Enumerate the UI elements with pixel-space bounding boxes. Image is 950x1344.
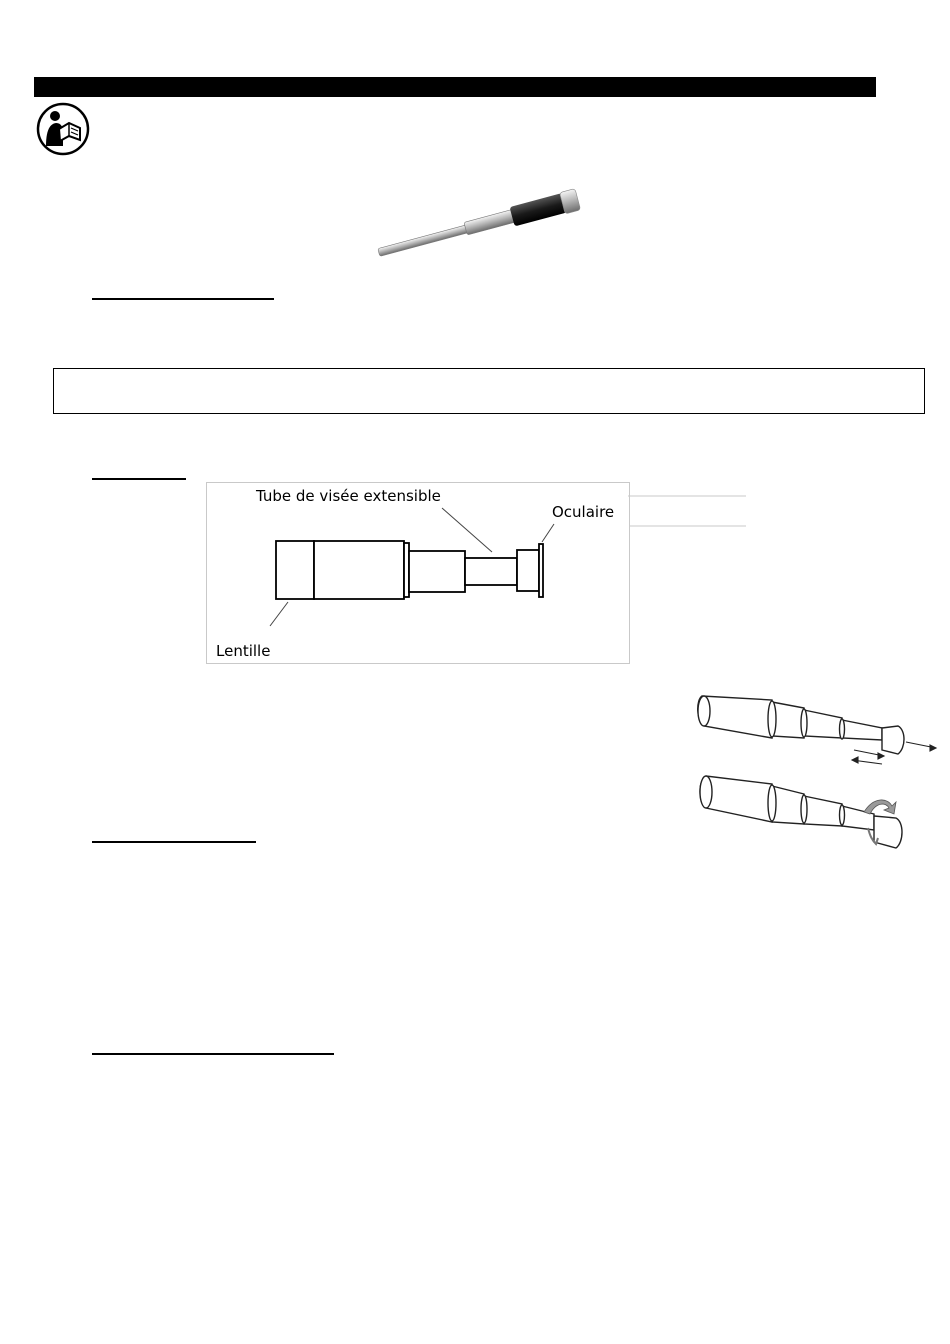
notice-box (53, 368, 925, 414)
read-manual-icon (36, 102, 90, 156)
telescope-photo (370, 184, 584, 258)
section-heading-underline (92, 298, 274, 300)
eyepiece-label: Oculaire (552, 503, 615, 521)
telescope-extend-illustration (692, 680, 940, 764)
lens-label: Lentille (216, 642, 271, 660)
section-heading-underline (92, 841, 256, 843)
diagram-caption-lines (628, 496, 746, 526)
section-heading-underline (92, 1053, 334, 1055)
telescope-outline (276, 541, 543, 599)
title-bar (34, 77, 876, 97)
telescope-focus-illustration (692, 768, 914, 852)
telescope-diagram (206, 480, 766, 666)
section-heading-underline (92, 478, 186, 480)
tube-label: Tube de visée extensible (256, 487, 441, 505)
